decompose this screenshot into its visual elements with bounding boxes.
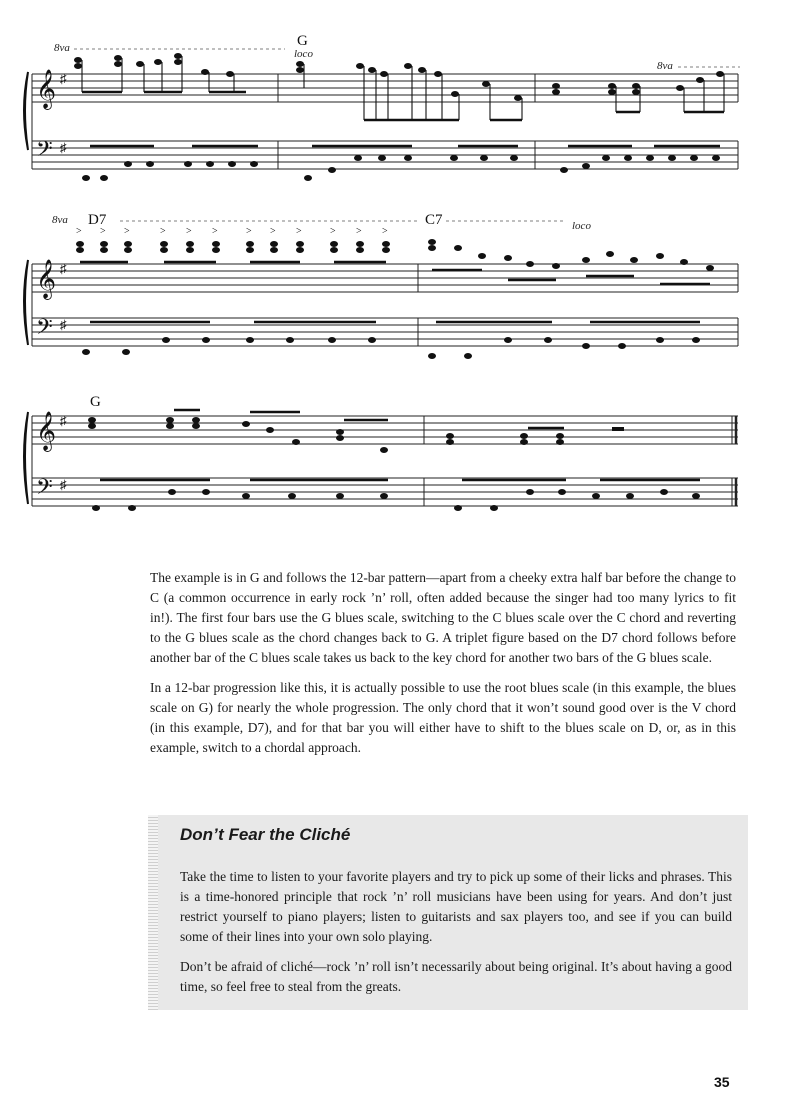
- svg-text:>: >: [356, 226, 362, 237]
- body-paragraph: The example is in G and follows the 12-bar pattern—apart from a cheeky extra half bar before the change to C (a common occurrence in early rock ’n’ roll, often added because the singer had too many lyrics to fit in!). The first four bars use the G blues scale, switching to the C blues scale over the C chord and reverting to the G blues scale as the chord changes back to G. A triplet figure based on the D7 chord follows before another bar of the C blues scale takes us back to the key chord for another two bars of the G blues scale.: [150, 570, 736, 665]
- svg-text:♯: ♯: [60, 477, 67, 492]
- svg-text:𝄢: 𝄢: [36, 475, 53, 505]
- octave-mark: 8va: [54, 42, 70, 54]
- music-system-2: [0, 200, 800, 370]
- loco-mark: loco: [294, 48, 313, 60]
- svg-text:>: >: [212, 226, 218, 237]
- svg-text:♯: ♯: [60, 317, 67, 332]
- svg-text:♯: ♯: [60, 261, 67, 276]
- sidebar-body: [180, 867, 732, 1007]
- svg-text:𝄞: 𝄞: [36, 259, 57, 299]
- svg-text:>: >: [330, 226, 336, 237]
- octave-mark: 8va: [657, 60, 673, 72]
- chord-symbol: D7: [88, 212, 107, 228]
- svg-text:♯: ♯: [60, 140, 67, 155]
- music-system-3: [0, 380, 800, 530]
- svg-text:>: >: [160, 226, 166, 237]
- music-notation-1: [0, 0, 800, 200]
- svg-text:>: >: [124, 226, 130, 237]
- svg-text:𝄞: 𝄞: [36, 69, 57, 109]
- svg-text:>: >: [76, 226, 82, 237]
- svg-text:𝄞: 𝄞: [36, 411, 57, 451]
- chord-symbol: G: [297, 33, 308, 49]
- music-notation-3: [0, 380, 800, 530]
- svg-text:>: >: [246, 226, 252, 237]
- svg-text:♯: ♯: [60, 71, 67, 86]
- sidebar-paragraph: Take the time to listen to your favorite players and try to pick up some of their licks and phrases. This is a time-honored principle that rock ’n’ roll musicians have been using for years. And don’t just restrict yourself to piano players; listen to guitarists and sax players too, and see if you can build some of their lines into your own solo playing.: [180, 869, 732, 944]
- octave-mark: 8va: [52, 214, 68, 226]
- page-number: 35: [714, 1074, 730, 1090]
- svg-text:>: >: [296, 226, 302, 237]
- body-paragraph: In a 12-bar progression like this, it is actually possible to use the root blues scale (in this example, the blues scale on G) for nearly the whole progression. The only chord that it won’t sound good over is the V chord (in this example, D7), and for that bar you will either have to shift to the blues scale on D, or, as in this example, switch to a chordal approach.: [150, 680, 736, 755]
- svg-text:>: >: [270, 226, 276, 237]
- chord-symbol: C7: [425, 212, 443, 228]
- svg-text:𝄢: 𝄢: [36, 315, 53, 345]
- svg-text:>: >: [100, 226, 106, 237]
- tip-sidebar: [148, 815, 748, 1010]
- svg-text:♯: ♯: [60, 413, 67, 428]
- sidebar-paragraph: Don’t be afraid of cliché—rock ’n’ roll isn’t necessarily about being original. It’s about having a good time, so feel free to steal from the greats.: [180, 959, 732, 994]
- svg-text:>: >: [186, 226, 192, 237]
- body-text: [150, 568, 736, 768]
- sidebar-stripe: [148, 815, 158, 1010]
- sidebar-title: Don’t Fear the Cliché: [180, 825, 351, 844]
- svg-text:𝄢: 𝄢: [36, 137, 53, 167]
- chord-symbol: G: [90, 394, 101, 410]
- music-system-1: [0, 0, 800, 200]
- loco-mark: loco: [572, 220, 591, 232]
- svg-text:>: >: [382, 226, 388, 237]
- music-notation-2: [0, 200, 800, 370]
